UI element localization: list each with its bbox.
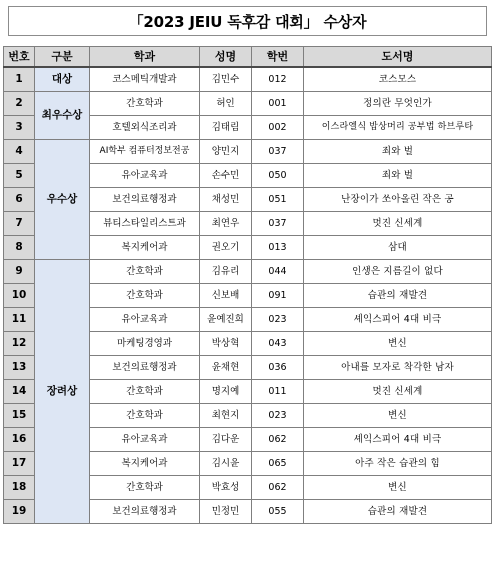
department-cell: 간호학과 — [90, 404, 200, 428]
book-title-cell: 멋진 신세계 — [304, 380, 492, 404]
student-name-cell: 권오기 — [200, 236, 252, 260]
book-title-cell: 변신 — [304, 404, 492, 428]
book-title-cell: 셰익스피어 4대 비극 — [304, 308, 492, 332]
student-id-cell: 062 — [252, 428, 304, 452]
row-number: 14 — [4, 380, 35, 404]
student-name-cell: 김시윤 — [200, 452, 252, 476]
student-id-cell: 013 — [252, 236, 304, 260]
book-title-cell: 난장이가 쏘아올린 작은 공 — [304, 188, 492, 212]
department-cell: 마케팅경영과 — [90, 332, 200, 356]
awards-table — [3, 46, 492, 524]
award-category: 대상 — [35, 67, 90, 92]
student-id-cell: 002 — [252, 116, 304, 140]
student-name-cell: 윤채현 — [200, 356, 252, 380]
row-number: 8 — [4, 236, 35, 260]
student-id-cell: 023 — [252, 404, 304, 428]
row-number: 6 — [4, 188, 35, 212]
book-title-cell: 이스라엘식 밥상머리 공부법 하브루타 — [304, 116, 492, 140]
department-cell: 보건의료행정과 — [90, 500, 200, 524]
row-number: 9 — [4, 260, 35, 284]
row-number: 15 — [4, 404, 35, 428]
row-number: 3 — [4, 116, 35, 140]
table-row — [4, 67, 492, 92]
student-id-cell: 091 — [252, 284, 304, 308]
book-title-cell: 멋진 신세계 — [304, 212, 492, 236]
book-title-cell: 변신 — [304, 476, 492, 500]
award-category: 장려상 — [35, 260, 90, 524]
student-id-cell: 023 — [252, 308, 304, 332]
department-cell: 복지케어과 — [90, 452, 200, 476]
department-cell: 유아교육과 — [90, 428, 200, 452]
student-name-cell: 손수민 — [200, 164, 252, 188]
row-number: 7 — [4, 212, 35, 236]
student-name-cell: 김유리 — [200, 260, 252, 284]
book-title-cell: 셰익스피어 4대 비극 — [304, 428, 492, 452]
student-id-cell: 011 — [252, 380, 304, 404]
student-name-cell: 최연우 — [200, 212, 252, 236]
student-id-cell: 050 — [252, 164, 304, 188]
department-cell: 복지케어과 — [90, 236, 200, 260]
award-category: 최우수상 — [35, 92, 90, 140]
row-number: 1 — [4, 67, 35, 92]
book-title-cell: 변신 — [304, 332, 492, 356]
student-name-cell: 윤예진희 — [200, 308, 252, 332]
student-name-cell: 박상혁 — [200, 332, 252, 356]
row-number: 10 — [4, 284, 35, 308]
student-name-cell: 허인 — [200, 92, 252, 116]
department-cell: 간호학과 — [90, 476, 200, 500]
book-title-cell: 습관의 재발견 — [304, 500, 492, 524]
book-title-cell: 아내를 모자로 착각한 남자 — [304, 356, 492, 380]
department-cell: 유아교육과 — [90, 164, 200, 188]
student-name-cell: 채성민 — [200, 188, 252, 212]
department-cell: 간호학과 — [90, 260, 200, 284]
header-department: 학과 — [90, 47, 200, 68]
department-cell: 호텔외식조리과 — [90, 116, 200, 140]
table-row — [4, 92, 492, 116]
row-number: 12 — [4, 332, 35, 356]
student-id-cell: 044 — [252, 260, 304, 284]
student-id-cell: 043 — [252, 332, 304, 356]
student-name-cell: 신보배 — [200, 284, 252, 308]
student-name-cell: 김태림 — [200, 116, 252, 140]
student-name-cell: 양민지 — [200, 140, 252, 164]
table-row — [4, 140, 492, 164]
row-number: 16 — [4, 428, 35, 452]
table-row — [4, 260, 492, 284]
department-cell: 뷰티스타일리스트과 — [90, 212, 200, 236]
department-cell: 보건의료행정과 — [90, 188, 200, 212]
award-category: 우수상 — [35, 140, 90, 260]
student-id-cell: 051 — [252, 188, 304, 212]
table-header-row — [4, 47, 492, 68]
department-cell: 유아교육과 — [90, 308, 200, 332]
book-title-cell: 습관의 재발견 — [304, 284, 492, 308]
header-number: 번호 — [4, 47, 35, 68]
row-number: 4 — [4, 140, 35, 164]
book-title-cell: 코스모스 — [304, 67, 492, 92]
student-name-cell: 김민수 — [200, 67, 252, 92]
row-number: 2 — [4, 92, 35, 116]
student-name-cell: 민정민 — [200, 500, 252, 524]
book-title-cell: 죄와 벌 — [304, 164, 492, 188]
student-id-cell: 036 — [252, 356, 304, 380]
department-cell: AI학부 컴퓨터정보전공 — [90, 140, 200, 164]
student-name-cell: 김다운 — [200, 428, 252, 452]
department-cell: 간호학과 — [90, 284, 200, 308]
row-number: 18 — [4, 476, 35, 500]
header-name: 성명 — [200, 47, 252, 68]
student-id-cell: 037 — [252, 140, 304, 164]
student-id-cell: 065 — [252, 452, 304, 476]
student-id-cell: 001 — [252, 92, 304, 116]
book-title-cell: 죄와 벌 — [304, 140, 492, 164]
page-title: 「2023 JEIU 독후감 대회」 수상자 — [8, 6, 487, 36]
book-title-cell: 아주 작은 습관의 힘 — [304, 452, 492, 476]
header-category: 구분 — [35, 47, 90, 68]
book-title-cell: 삼대 — [304, 236, 492, 260]
student-id-cell: 055 — [252, 500, 304, 524]
header-student-id: 학번 — [252, 47, 304, 68]
student-id-cell: 062 — [252, 476, 304, 500]
department-cell: 간호학과 — [90, 380, 200, 404]
row-number: 19 — [4, 500, 35, 524]
row-number: 17 — [4, 452, 35, 476]
row-number: 5 — [4, 164, 35, 188]
department-cell: 보건의료행정과 — [90, 356, 200, 380]
department-cell: 간호학과 — [90, 92, 200, 116]
row-number: 11 — [4, 308, 35, 332]
book-title-cell: 정의란 무엇인가 — [304, 92, 492, 116]
department-cell: 코스메틱개발과 — [90, 67, 200, 92]
student-name-cell: 최현지 — [200, 404, 252, 428]
student-name-cell: 박효성 — [200, 476, 252, 500]
book-title-cell: 인생은 지름길이 없다 — [304, 260, 492, 284]
student-name-cell: 명지예 — [200, 380, 252, 404]
row-number: 13 — [4, 356, 35, 380]
student-id-cell: 012 — [252, 67, 304, 92]
header-book-title: 도서명 — [304, 47, 492, 68]
student-id-cell: 037 — [252, 212, 304, 236]
